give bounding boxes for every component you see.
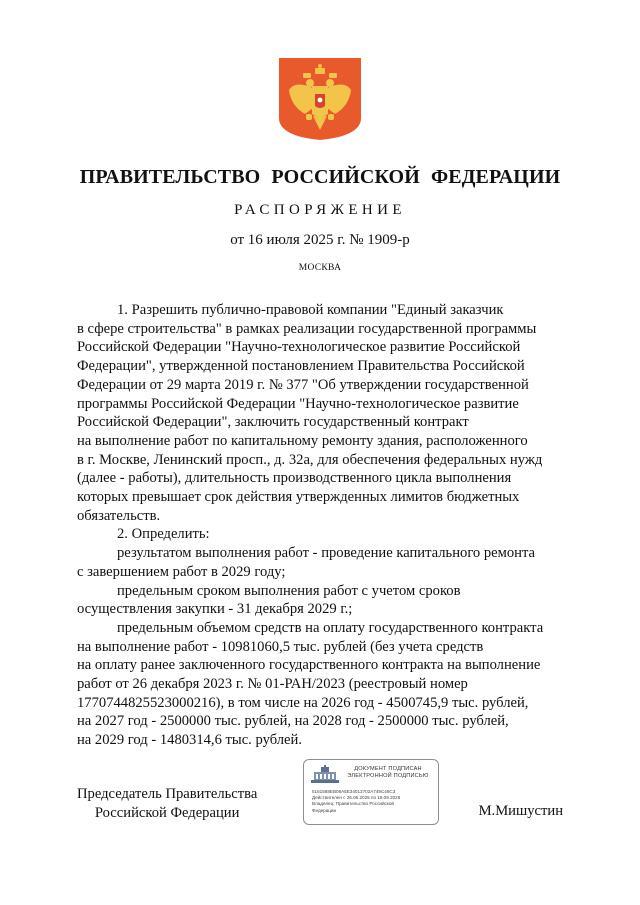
coat-of-arms-icon — [277, 56, 363, 142]
document-type: РАСПОРЯЖЕНИЕ — [234, 202, 406, 218]
signatory-position — [77, 785, 257, 822]
paragraph-5: предельным объемом средств на оплату государственного контракта на выполнение работ - 10981060,5 тыс. рублей (без учета средств на оплату ранее заключенного государственного контракта на выполнение работ от 26 декабря 2023 г. № 01-РАН/2023 (реестровый номер 1770744825523000216), в том числе на 2026 год - 4500745,9 тыс. рублей, на 2027 год - 2500000 тыс. рублей, на 2028 год - 2500000 тыс. рублей, на 2029 год - 1480314,6 тыс. рублей. — [77, 619, 544, 749]
electronic-signature-stamp — [303, 759, 439, 825]
paragraph-1: 1. Разрешить публично-правовой компании "Единый заказчик в сфере строительства" в рамках реализации государственной программы Российской Федерации "Научно-технологическое развитие Российской Федерации", утвержденной постановлением Правительства Российской Федерации от 29 марта 2019 г. № 377 "Об утверждении государственной программы Российской Федерации "Научно-технологическое развитие Российской Федерации", заключить государственный контракт на выполнение работ по капитальному ремонту здания, расположенного в г. Москве, Ленинский просп., д. 32а, для обеспечения федеральных нужд (далее - работы), длительность производственного цикла выполнения которых превышает срок действия утвержденных лимитов бюджетных обязательств. — [77, 302, 543, 524]
paragraph-4: предельным сроком выполнения работ с учетом сроков осуществления закупки - 31 декабря 2029 г.; — [77, 582, 461, 618]
signatory-position-line-1: Председатель Правительства — [77, 786, 258, 802]
paragraph-2: 2. Определить: — [117, 526, 210, 543]
stamp-validity: Действителен с 26.06.2025 по 19.09.2026 — [312, 795, 401, 801]
stamp-title-line-2: ЭЛЕКТРОННОЙ ПОДПИСЬЮ — [347, 773, 429, 779]
stamp-owner-line-2: Федерации — [312, 807, 337, 813]
government-building-icon — [310, 765, 340, 785]
stamp-certificate: 5161588EB06A5E34013702A749C48C3 — [312, 789, 396, 794]
stamp-title-line-1: ДОКУМЕНТ ПОДПИСАН — [354, 766, 422, 772]
document-body — [77, 301, 563, 750]
signatory-name: М.Мишустин — [478, 803, 563, 819]
government-title: ПРАВИТЕЛЬСТВО РОССИЙСКОЙ ФЕДЕРАЦИИ — [79, 166, 561, 188]
stamp-owner-line-1: Владелец: Правительство Российской — [312, 801, 394, 807]
stamp-title — [342, 766, 434, 780]
document-city: МОСКВА — [298, 263, 342, 273]
paragraph-3: результатом выполнения работ - проведение капитального ремонта с завершением работ в 2029 году; — [77, 545, 536, 580]
document-date-number: от 16 июля 2025 г. № 1909-р — [230, 232, 410, 248]
signatory-position-line-2: Российской Федерации — [94, 804, 240, 821]
stamp-details — [312, 789, 434, 814]
